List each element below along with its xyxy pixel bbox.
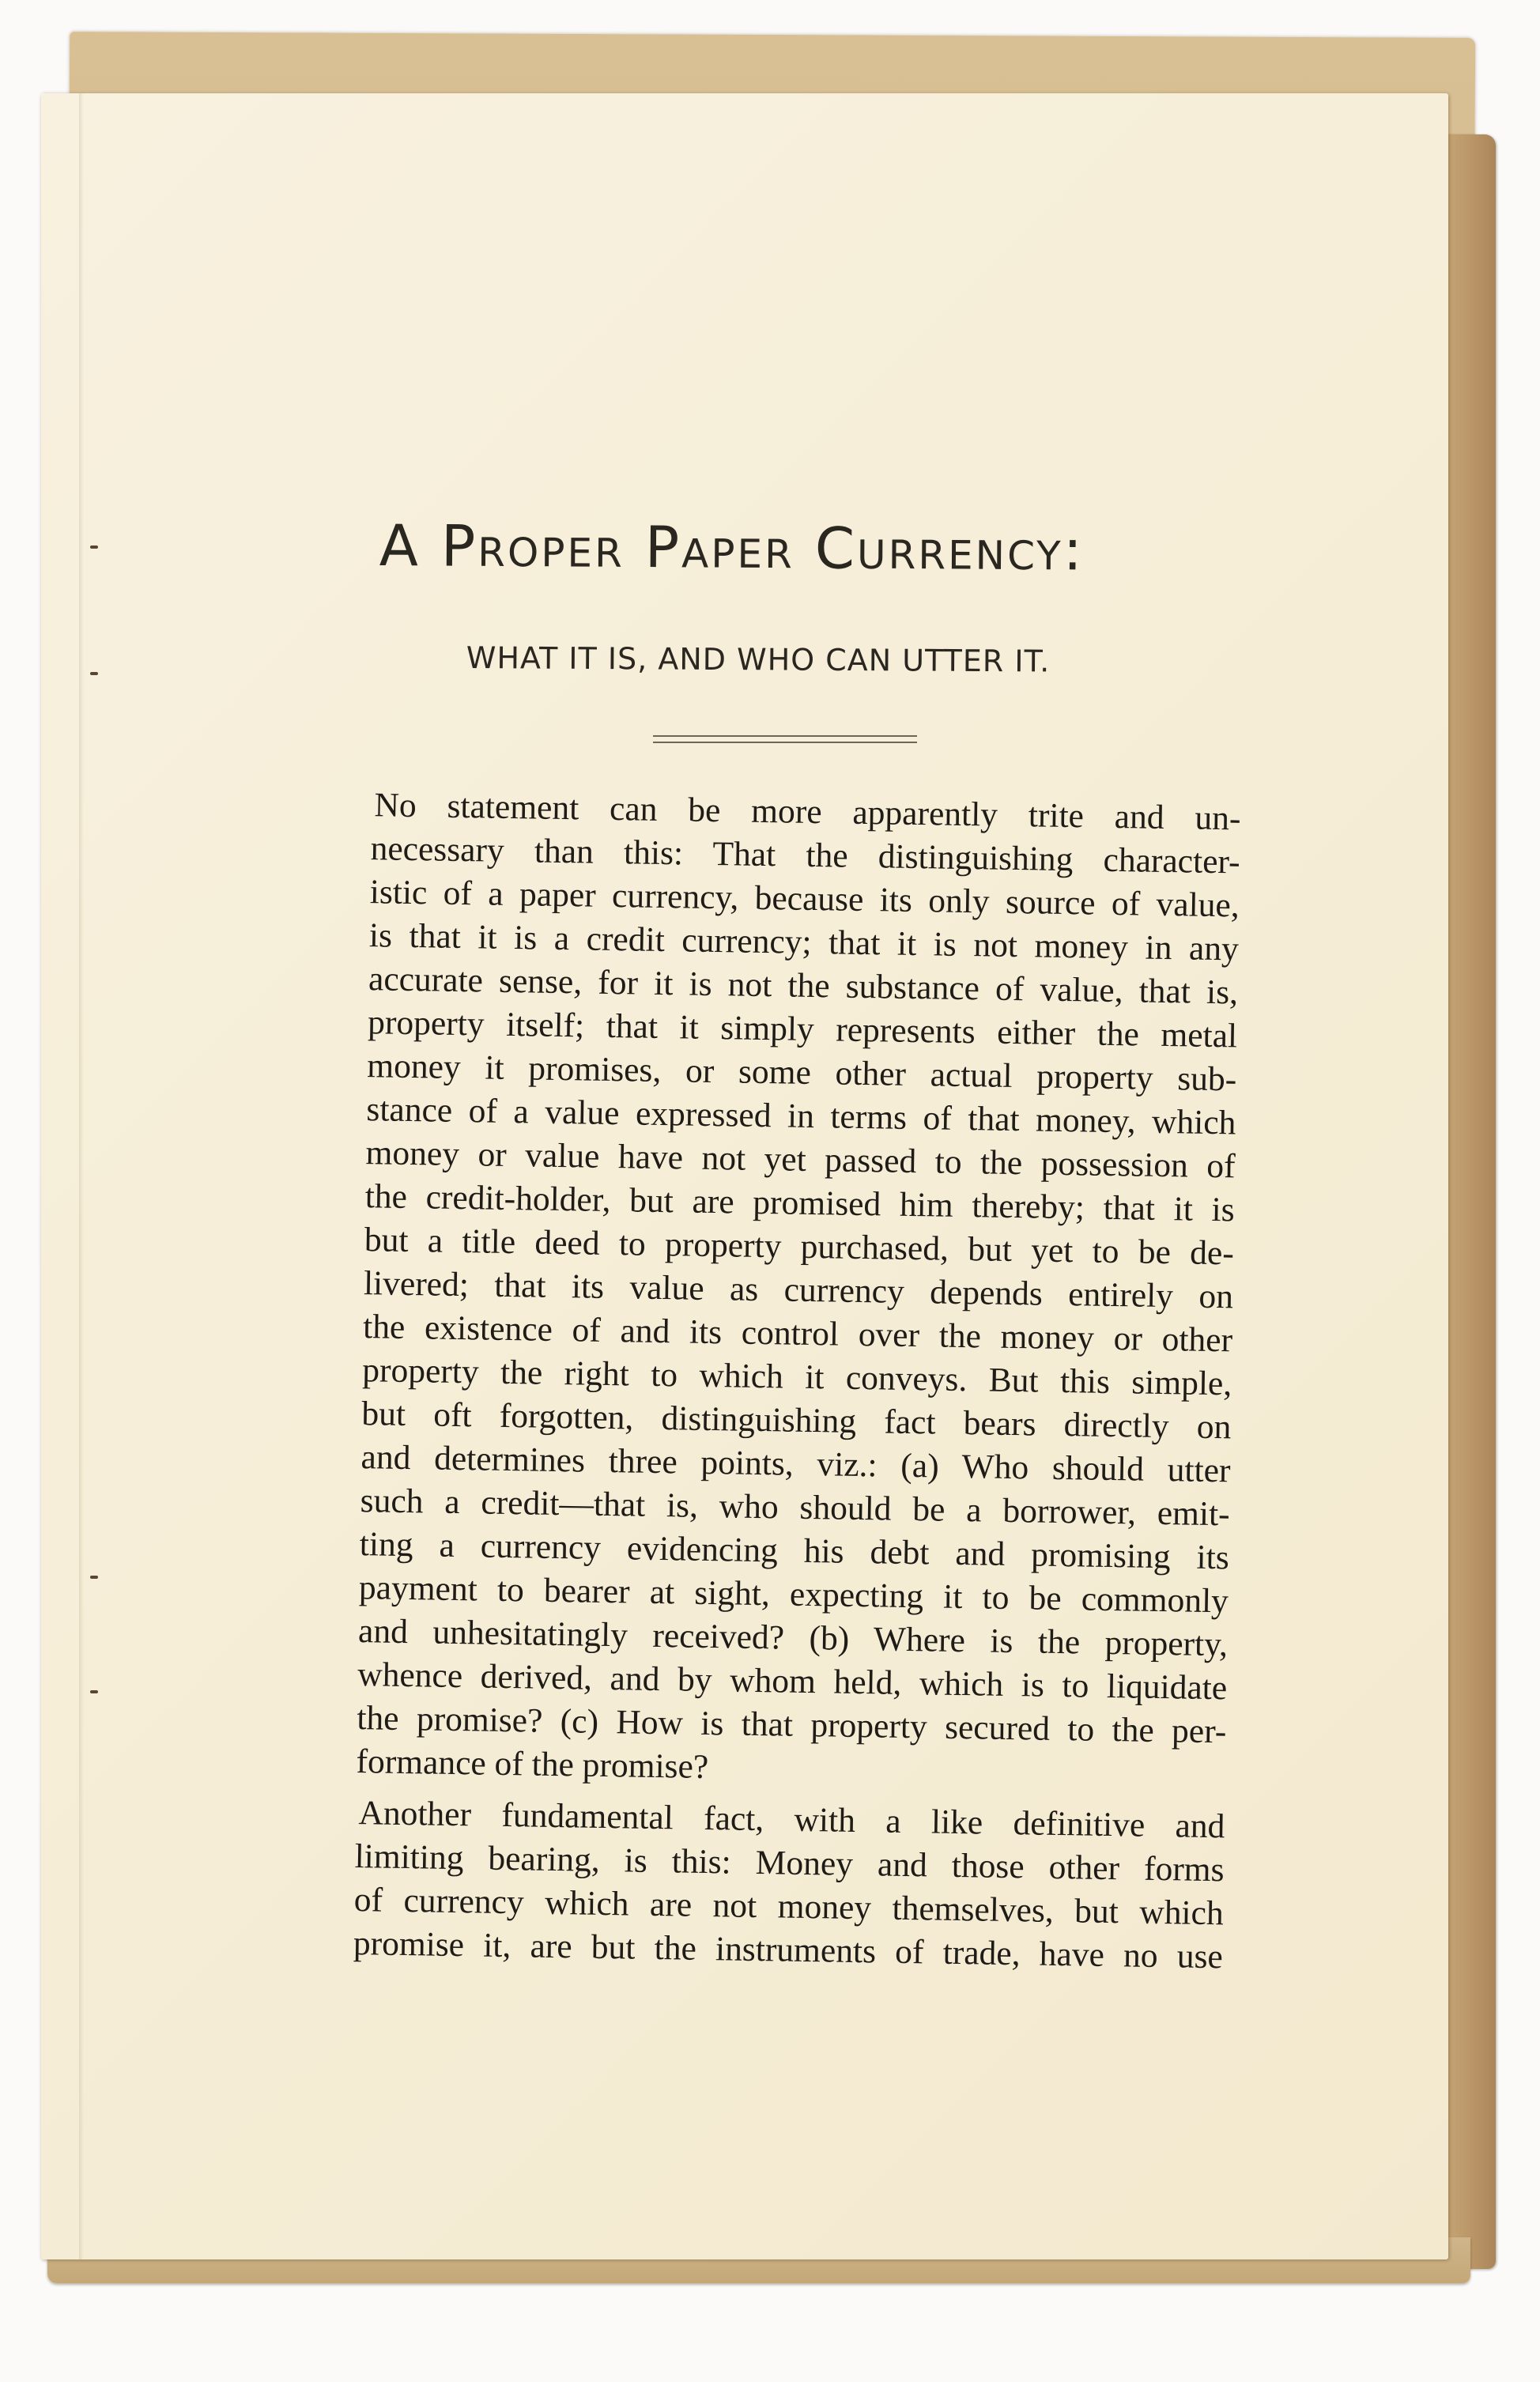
- document-title: A Proper Paper Currency:: [379, 512, 1085, 583]
- text-line: money it promises, or some other actual property sub-: [367, 1047, 1237, 1099]
- text-line: the existence of and its control over the money or other: [362, 1308, 1233, 1360]
- text-line: such a credit—that is, who should be a borrower, emit-: [360, 1482, 1230, 1534]
- text-line: livered; that its value as currency depends entirely on: [363, 1264, 1234, 1316]
- text-line: is that it is a credit currency; that it is not money in any: [368, 916, 1240, 968]
- text-line: stance of a value expressed in terms of that money, which: [366, 1090, 1236, 1142]
- text-line: promise it, are but the instruments of trade, have no use: [353, 1924, 1224, 1976]
- text-line: property itself; that it simply represents either the metal: [367, 1003, 1238, 1055]
- body-text: [293, 783, 1241, 1979]
- text-line: formance of the promise?: [356, 1742, 709, 1787]
- document-subtitle: WHAT IT IS, AND WHO CAN UTTER IT.: [466, 640, 1051, 679]
- text-line: ting a currency evidencing his debt and promising its: [359, 1525, 1230, 1577]
- text-line: and determines three points, viz.: (a) Who should utter: [360, 1438, 1231, 1490]
- text-line: whence derived, and by whom held, which is to liquidate: [357, 1655, 1228, 1708]
- text-line: and unhesitatingly received? (b) Where is the property,: [357, 1612, 1229, 1664]
- text-line: of currency which are not money themselves, but which: [353, 1881, 1225, 1933]
- text-line: Another fundamental fact, with a like definitive and: [358, 1794, 1225, 1846]
- text-line: but a title deed to property purchased, but yet to be de-: [364, 1221, 1235, 1273]
- text-line: payment to bearer at sight, expecting it to be commonly: [358, 1568, 1229, 1621]
- paragraph: [296, 783, 1241, 1797]
- text-line: limiting bearing, is this: Money and those other forms: [354, 1837, 1225, 1889]
- text-line: the credit-holder, but are promised him thereby; that it is: [364, 1177, 1236, 1229]
- text-line: necessary than this: That the distinguishing character-: [370, 829, 1240, 881]
- title-divider: [653, 735, 917, 743]
- paragraph: [293, 1791, 1225, 1979]
- binding-stitch: [90, 1690, 98, 1693]
- binding-stitch: [90, 545, 98, 549]
- text-line: but oft forgotten, distinguishing fact bears directly on: [361, 1395, 1232, 1447]
- text-line: property the right to which it conveys. But this simple,: [361, 1351, 1232, 1403]
- binding-stitch: [90, 1576, 98, 1579]
- text-line: No statement can be more apparently trite and un-: [374, 786, 1241, 838]
- text-line: accurate sense, for it is not the substance of value, that is,: [368, 960, 1239, 1012]
- text-line: money or value have not yet passed to the possession of: [365, 1134, 1236, 1186]
- text-line: istic of a paper currency, because its only source of value,: [369, 873, 1240, 925]
- text-line: the promise? (c) How is that property secured to the per-: [357, 1699, 1227, 1751]
- binding-stitch: [90, 672, 98, 675]
